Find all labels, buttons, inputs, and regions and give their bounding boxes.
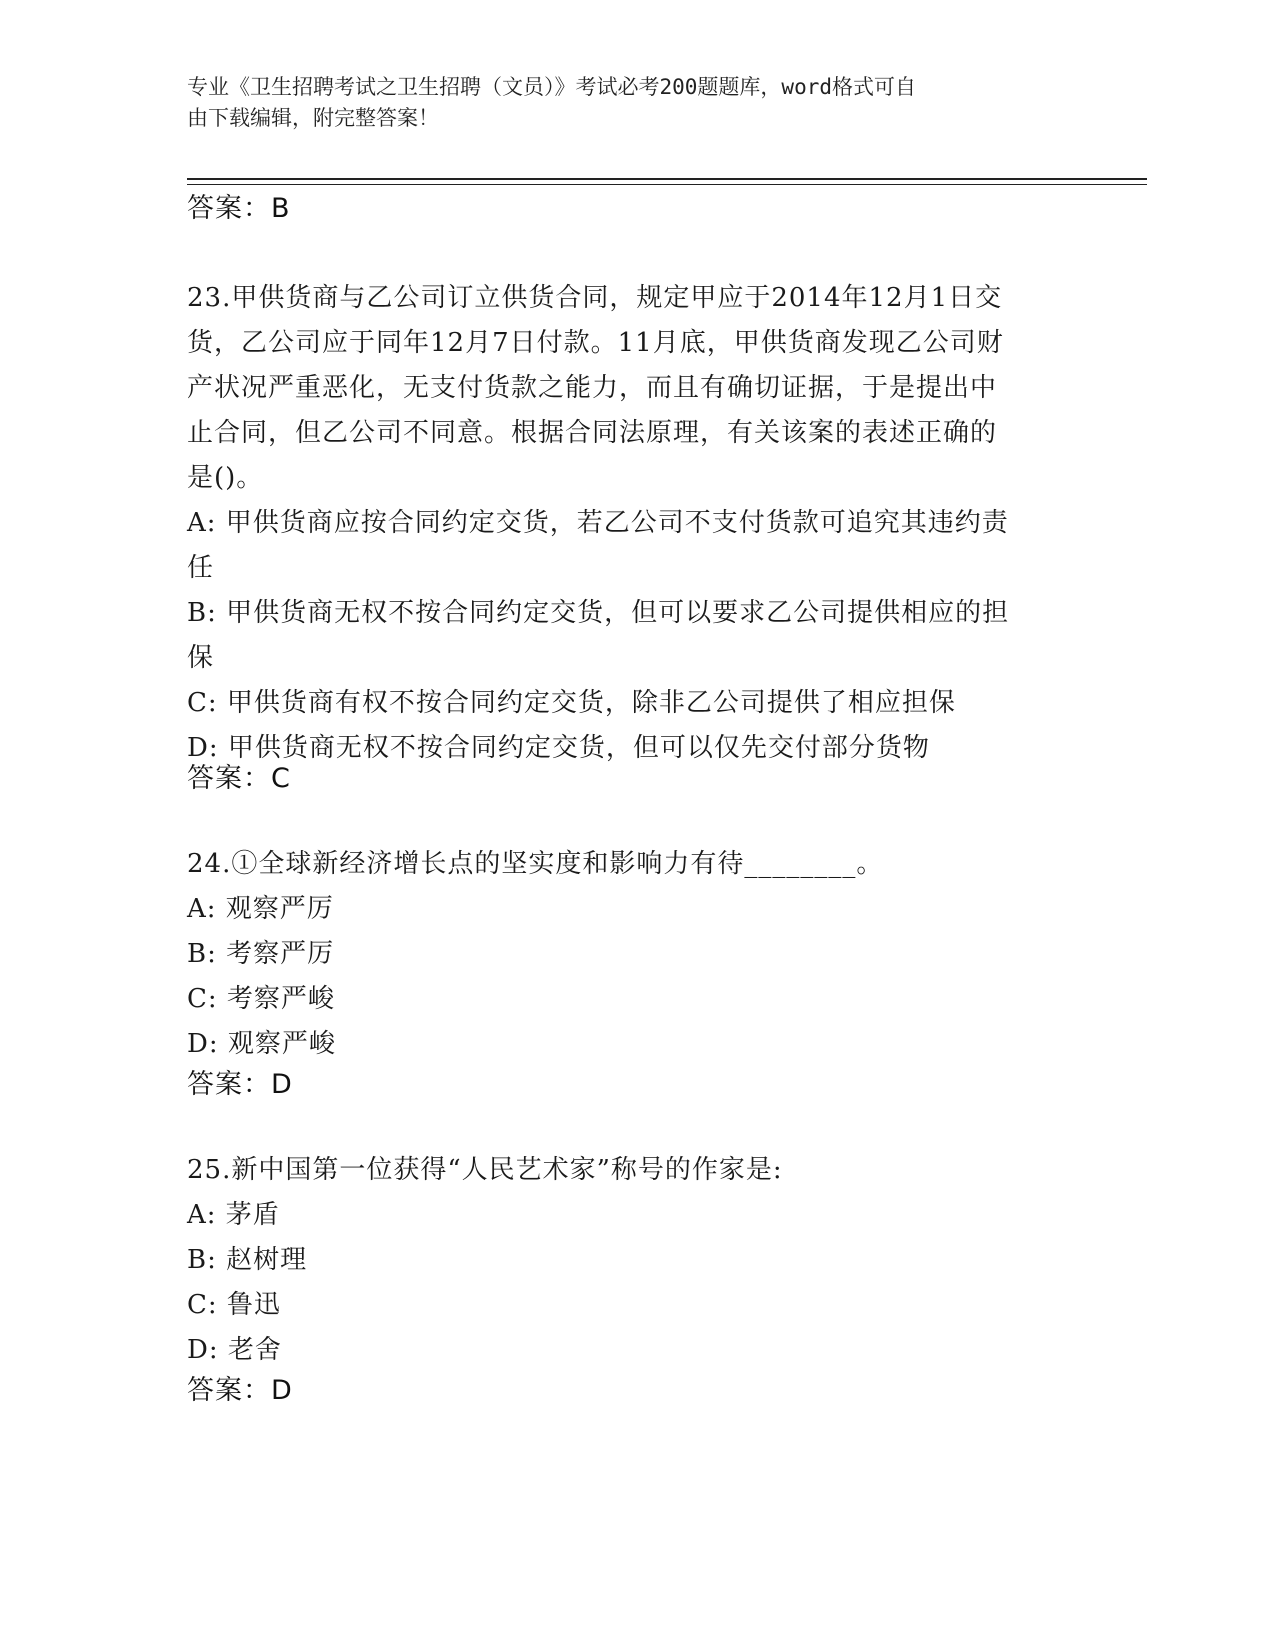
question-23-option-b: B: 甲供货商无权不按合同约定交货，但可以要求乙公司提供相应的担	[187, 598, 1010, 628]
document-header	[187, 72, 1067, 134]
question-25-option-d: D: 老舍	[187, 1335, 282, 1365]
question-23-option-c: C: 甲供货商有权不按合同约定交货，除非乙公司提供了相应担保	[187, 688, 956, 718]
question-23	[187, 276, 1087, 771]
question-24-option-b: B: 考察严厉	[187, 939, 335, 969]
question-24-option-c: C: 考察严峻	[187, 984, 335, 1014]
question-24	[187, 842, 1087, 1067]
question-23-option-b-continued: 保	[187, 643, 215, 673]
question-23-line-2: 货，乙公司应于同年12月7日付款。11月底，甲供货商发现乙公司财	[187, 328, 1004, 358]
question-23-option-a: A: 甲供货商应按合同约定交货，若乙公司不支付货款可追究其违约责	[187, 508, 1009, 538]
question-25-option-a: A: 茅盾	[187, 1200, 280, 1230]
question-25-option-b: B: 赵树理	[187, 1245, 308, 1275]
header-line-1: 专业《卫生招聘考试之卫生招聘（文员）》考试必考200题题库，word格式可自	[187, 75, 916, 99]
question-23-line-4: 止合同，但乙公司不同意。根据合同法原理，有关该案的表述正确的	[187, 418, 998, 448]
question-23-line-1: 23.甲供货商与乙公司订立供货合同，规定甲应于2014年12月1日交	[187, 283, 1003, 313]
question-23-option-a-continued: 任	[187, 553, 215, 583]
question-24-text: 24.①全球新经济增长点的坚实度和影响力有待________。	[187, 849, 884, 879]
header-divider-thick	[187, 178, 1147, 180]
question-25	[187, 1148, 1087, 1373]
question-23-option-d: D: 甲供货商无权不按合同约定交货，但可以仅先交付部分货物	[187, 733, 930, 763]
question-25-answer: 答案：D	[187, 1375, 293, 1406]
question-25-text: 25.新中国第一位获得“人民艺术家”称号的作家是:	[187, 1155, 783, 1185]
question-23-line-5: 是()。	[187, 463, 264, 493]
question-24-answer: 答案：D	[187, 1069, 293, 1100]
header-line-2: 由下载编辑，附完整答案！	[187, 106, 439, 130]
header-divider-thin	[187, 184, 1147, 185]
question-23-answer: 答案：C	[187, 763, 291, 794]
answer-previous-question: 答案：B	[187, 193, 291, 224]
question-23-line-3: 产状况严重恶化，无支付货款之能力，而且有确切证据，于是提出中	[187, 373, 998, 403]
question-24-option-a: A: 观察严厉	[187, 894, 334, 924]
question-24-option-d: D: 观察严峻	[187, 1029, 336, 1059]
question-25-option-c: C: 鲁迅	[187, 1290, 281, 1320]
